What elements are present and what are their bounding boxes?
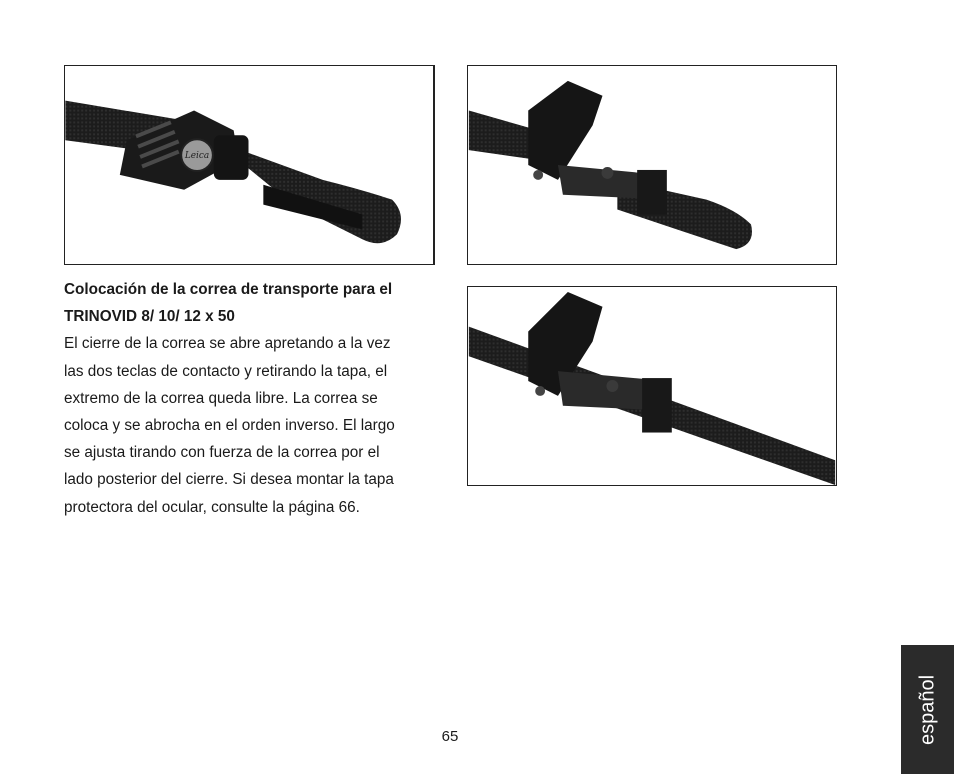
strap-buckle-open-photo (467, 65, 837, 265)
body-line-3: extremo de la correa queda libre. La correa se (64, 389, 378, 407)
strap-buckle-threaded-icon (468, 287, 836, 485)
section-heading-line2: TRINOVID 8/ 10/ 12 x 50 (64, 308, 235, 326)
language-tab (901, 645, 954, 774)
strap-buckle-threaded-photo (467, 286, 837, 486)
body-line-7: protectora del ocular, consulte la página 66. (64, 498, 360, 516)
strap-buckle-open-icon (468, 66, 836, 264)
body-line-1: El cierre de la correa se abre apretando a la vez (64, 335, 391, 353)
section-heading-line1: Colocación de la correa de transporte para el (64, 281, 393, 298)
body-line-4: coloca y se abrocha en el orden inverso. El largo (64, 417, 395, 435)
strap-buckle-closed-icon (65, 66, 433, 264)
body-line-5: se ajusta tirando con fuerza de la correa por el (64, 444, 380, 462)
strap-buckle-closed-photo (64, 65, 435, 265)
strap-instructions (64, 276, 439, 521)
language-tab-label: español (916, 674, 938, 745)
leica-logo: Leica (184, 151, 210, 162)
body-line-6: lado posterior del cierre. Si desea montar la tapa (64, 471, 394, 489)
page-number: 65 (441, 728, 459, 745)
body-line-2: las dos teclas de contacto y retirando la tapa, el (64, 362, 388, 380)
